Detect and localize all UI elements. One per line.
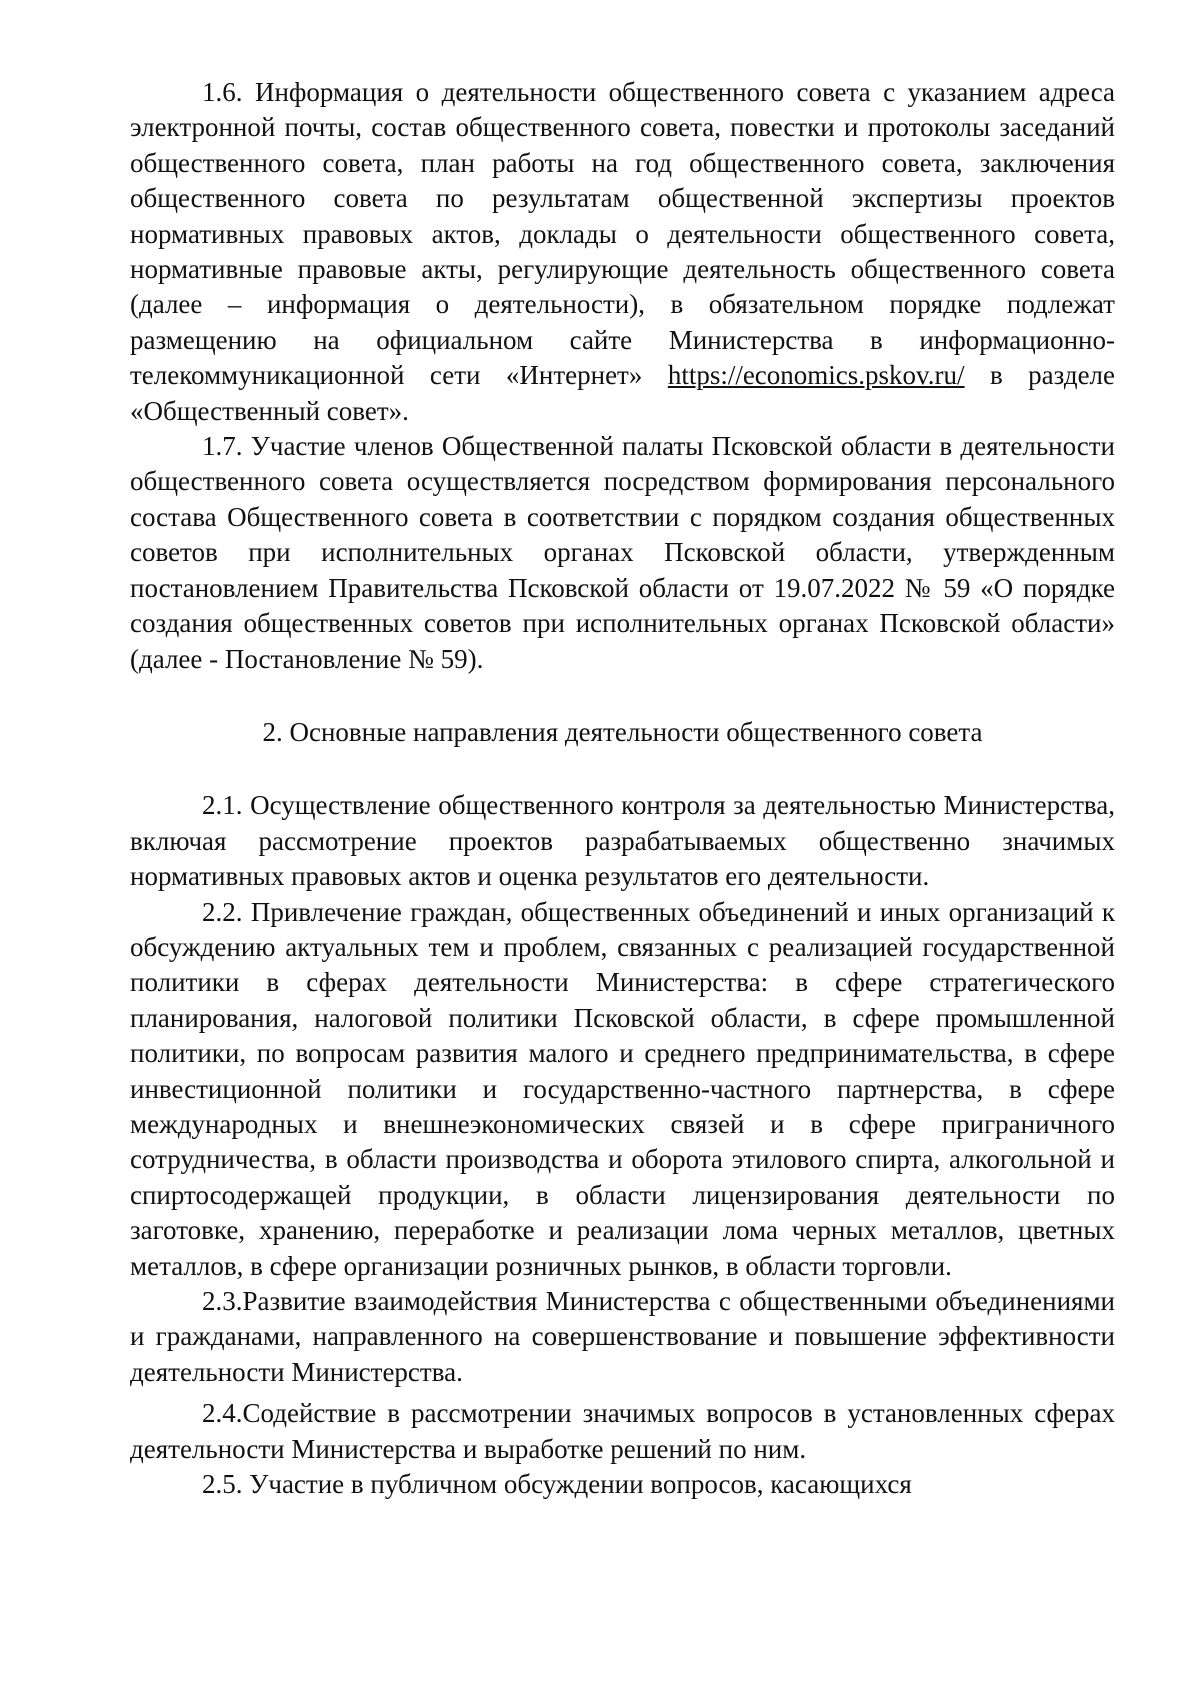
paragraph-2-4: 2.4.Содействие в рассмотрении значимых вопросов в установленных сферах деятельности Министерства и выработке решений по ним. <box>130 1398 1115 1464</box>
paragraph-2-5: 2.5. Участие в публичном обсуждении вопросов, касающихся <box>202 1469 912 1500</box>
paragraph-2-3: 2.3.Развитие взаимодействия Министерства с общественными объединениями и гражданами, направленного на совершенствование и повышение эффективности деятельности Министерства. <box>130 1286 1115 1387</box>
section-2-heading: 2. Основные направления деятельности общественного совета <box>262 716 983 747</box>
paragraph-2-2: 2.2. Привлечение граждан, общественных объединений и иных организаций к обсуждению актуальных тем и проблем, связанных с реализацией государственной политики в сферах деятельности Министерства: в сфере стратегического планирования, налоговой политики Псковской области, в сфере промышленной политики, по вопросам развития малого и среднего предпринимательства, в сфере инвестиционной политики и государственно-частного партнерства, в сфере международных и внешнеэкономических связей и в сфере приграничного сотрудничества, в области производства и оборота этилового спирта, алкогольной и спиртосодержащей продукции, в области лицензирования деятельности по заготовке, хранению, переработке и реализации лома черных металлов, цветных металлов, в сфере организации розничных рынков, в области торговли. <box>130 896 1115 1281</box>
paragraph-1-6 <box>130 75 1115 429</box>
document-page <box>130 75 1115 1502</box>
paragraph-1-6-text: 1.6. Информация о деятельности общественного совета с указанием адреса электронной почты, состав общественного совета, повестки и протоколы заседаний общественного совета, план работы на год общественного совета, заключения общественного совета по результатам общественной экспертизы проектов нормативных правовых актов, доклады о деятельности общественного совета, нормативные правовые акты, регулирующие деятельность общественного совета (далее – информация о деятельности), в обязательном порядке подлежат размещению на официальном сайте Министерства в информационно-телекоммуникационной сети «Интернет» <box>130 77 1115 391</box>
economics-website-link[interactable]: https://economics.pskov.ru/ <box>667 360 965 391</box>
paragraph-2-1: 2.1. Осуществление общественного контроля за деятельностью Министерства, включая рассмотрение проектов разрабатываемых общественно значимых нормативных правовых актов и оценка результатов его деятельности. <box>130 790 1115 892</box>
paragraph-1-7: 1.7. Участие членов Общественной палаты Псковской области в деятельности общественного совета осуществляется посредством формирования персонального состава Общественного совета в соответствии с порядком создания общественных советов при исполнительных органах Псковской области, утвержденным постановлением Правительства Псковской области от 19.07.2022 № 59 «О порядке создания общественных советов при исполнительных органах Псковской области» (далее - Постановление № 59). <box>130 431 1115 674</box>
paragraph-1-6-tail: в разделе «Общественный совет». <box>130 360 1116 426</box>
